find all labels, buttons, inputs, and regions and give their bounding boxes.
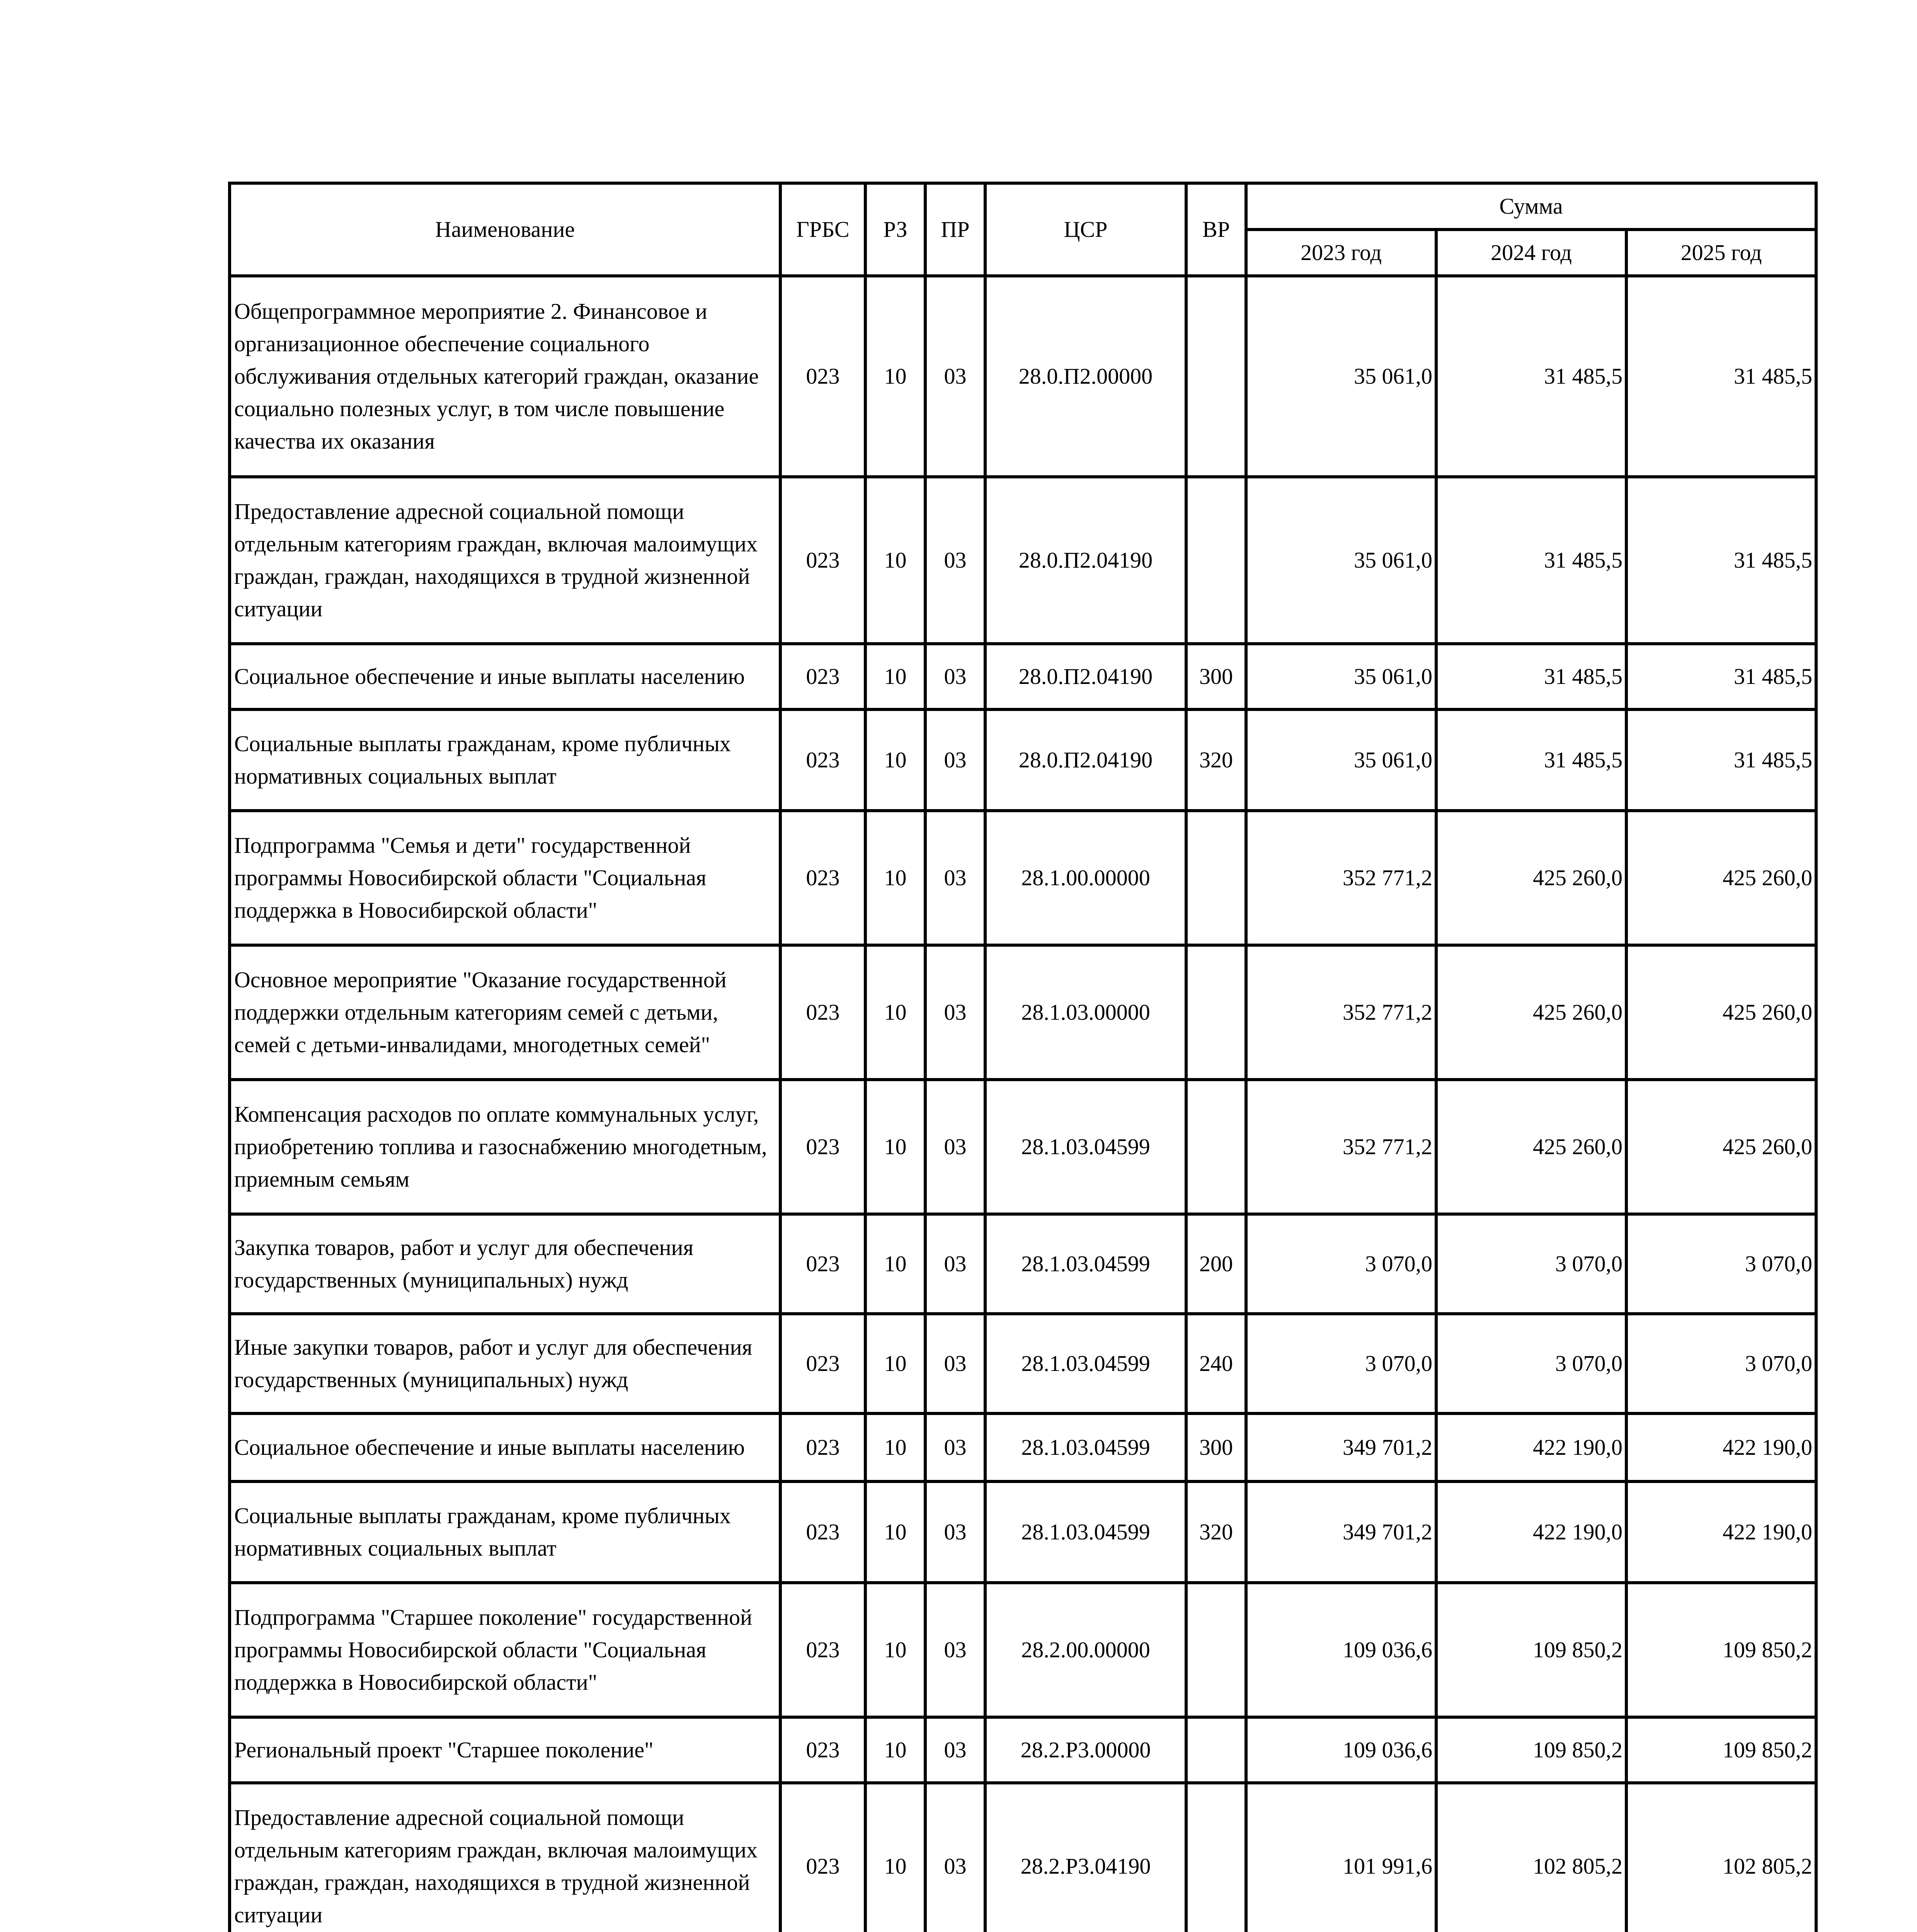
cell-2023: 352 771,2 (1246, 945, 1436, 1080)
cell-2024: 425 260,0 (1436, 811, 1626, 945)
cell-2023: 109 036,6 (1246, 1583, 1436, 1717)
cell-grbs: 023 (780, 1080, 865, 1214)
cell-csr: 28.0.П2.04190 (985, 644, 1186, 709)
cell-pr: 03 (925, 709, 985, 811)
cell-pr: 03 (925, 1080, 985, 1214)
cell-vr: 240 (1186, 1314, 1246, 1413)
cell-2025: 109 850,2 (1626, 1717, 1816, 1783)
header-sum: Сумма (1246, 183, 1816, 230)
header-year-2023: 2023 год (1246, 230, 1436, 276)
cell-2023: 35 061,0 (1246, 644, 1436, 709)
cell-vr (1186, 477, 1246, 644)
cell-grbs: 023 (780, 811, 865, 945)
cell-pr: 03 (925, 1583, 985, 1717)
header-vr: ВР (1186, 183, 1246, 276)
cell-name: Подпрограмма "Семья и дети" государственной программы Новосибирской области "Социальная поддержка в Новосибирской области" (230, 811, 780, 945)
cell-csr: 28.0.П2.04190 (985, 709, 1186, 811)
cell-csr: 28.1.03.00000 (985, 945, 1186, 1080)
cell-grbs: 023 (780, 477, 865, 644)
cell-vr (1186, 1717, 1246, 1783)
cell-grbs: 023 (780, 644, 865, 709)
cell-rz: 10 (865, 1783, 925, 1932)
cell-2024: 102 805,2 (1436, 1783, 1626, 1932)
cell-2024: 425 260,0 (1436, 1080, 1626, 1214)
cell-2025: 31 485,5 (1626, 709, 1816, 811)
cell-2023: 101 991,6 (1246, 1783, 1436, 1932)
table-row (230, 1583, 1816, 1717)
cell-2023: 349 701,2 (1246, 1413, 1436, 1481)
cell-pr: 03 (925, 1413, 985, 1481)
table-row (230, 811, 1816, 945)
cell-csr: 28.1.00.00000 (985, 811, 1186, 945)
cell-name: Социальное обеспечение и иные выплаты населению (230, 1413, 780, 1481)
cell-2025: 425 260,0 (1626, 811, 1816, 945)
cell-grbs: 023 (780, 1583, 865, 1717)
cell-pr: 03 (925, 1717, 985, 1783)
cell-2025: 31 485,5 (1626, 644, 1816, 709)
cell-vr: 300 (1186, 644, 1246, 709)
cell-vr (1186, 1080, 1246, 1214)
cell-csr: 28.0.П2.04190 (985, 477, 1186, 644)
cell-vr (1186, 1783, 1246, 1932)
cell-pr: 03 (925, 1314, 985, 1413)
table-header (230, 183, 1816, 276)
cell-vr: 200 (1186, 1214, 1246, 1314)
cell-name: Подпрограмма "Старшее поколение" государственной программы Новосибирской области "Социальная поддержка в Новосибирской области" (230, 1583, 780, 1717)
cell-name: Общепрограммное мероприятие 2. Финансовое и организационное обеспечение социального обслуживания отдельных категорий граждан, оказание социально полезных услуг, в том числе повышение качества их оказания (230, 276, 780, 477)
cell-rz: 10 (865, 1080, 925, 1214)
cell-rz: 10 (865, 709, 925, 811)
cell-name: Предоставление адресной социальной помощи отдельным категориям граждан, включая малоимущих граждан, граждан, находящихся в трудной жизненной ситуации (230, 477, 780, 644)
cell-2023: 3 070,0 (1246, 1214, 1436, 1314)
header-rz: РЗ (865, 183, 925, 276)
cell-csr: 28.1.03.04599 (985, 1413, 1186, 1481)
cell-grbs: 023 (780, 1717, 865, 1783)
table-row (230, 644, 1816, 709)
cell-name: Социальные выплаты гражданам, кроме публичных нормативных социальных выплат (230, 1481, 780, 1583)
table-row (230, 1717, 1816, 1783)
table-row (230, 1314, 1816, 1413)
cell-grbs: 023 (780, 945, 865, 1080)
cell-grbs: 023 (780, 1481, 865, 1583)
cell-rz: 10 (865, 1214, 925, 1314)
cell-rz: 10 (865, 945, 925, 1080)
cell-csr: 28.1.03.04599 (985, 1314, 1186, 1413)
cell-rz: 10 (865, 644, 925, 709)
table-row (230, 1481, 1816, 1583)
cell-rz: 10 (865, 477, 925, 644)
cell-csr: 28.1.03.04599 (985, 1080, 1186, 1214)
cell-2025: 422 190,0 (1626, 1481, 1816, 1583)
cell-csr: 28.1.03.04599 (985, 1481, 1186, 1583)
cell-vr: 320 (1186, 709, 1246, 811)
budget-table (228, 182, 1818, 1932)
table-body (230, 276, 1816, 1932)
header-year-2025: 2025 год (1626, 230, 1816, 276)
table-row (230, 1413, 1816, 1481)
cell-pr: 03 (925, 477, 985, 644)
table-row (230, 1214, 1816, 1314)
cell-name: Компенсация расходов по оплате коммунальных услуг, приобретению топлива и газоснабжению многодетным, приемным семьям (230, 1080, 780, 1214)
cell-2025: 422 190,0 (1626, 1413, 1816, 1481)
header-csr: ЦСР (985, 183, 1186, 276)
cell-pr: 03 (925, 1783, 985, 1932)
cell-vr (1186, 1583, 1246, 1717)
header-grbs: ГРБС (780, 183, 865, 276)
cell-2024: 422 190,0 (1436, 1481, 1626, 1583)
table-row (230, 945, 1816, 1080)
cell-rz: 10 (865, 1717, 925, 1783)
cell-2025: 3 070,0 (1626, 1314, 1816, 1413)
cell-csr: 28.0.П2.00000 (985, 276, 1186, 477)
cell-rz: 10 (865, 276, 925, 477)
cell-name: Региональный проект "Старшее поколение" (230, 1717, 780, 1783)
cell-vr (1186, 945, 1246, 1080)
cell-csr: 28.1.03.04599 (985, 1214, 1186, 1314)
cell-pr: 03 (925, 1481, 985, 1583)
cell-rz: 10 (865, 1413, 925, 1481)
cell-vr: 300 (1186, 1413, 1246, 1481)
cell-2023: 35 061,0 (1246, 709, 1436, 811)
cell-grbs: 023 (780, 1214, 865, 1314)
cell-name: Социальные выплаты гражданам, кроме публичных нормативных социальных выплат (230, 709, 780, 811)
cell-2023: 35 061,0 (1246, 477, 1436, 644)
cell-2025: 3 070,0 (1626, 1214, 1816, 1314)
cell-2024: 3 070,0 (1436, 1214, 1626, 1314)
cell-2024: 3 070,0 (1436, 1314, 1626, 1413)
cell-vr (1186, 276, 1246, 477)
cell-name: Основное мероприятие "Оказание государственной поддержки отдельным категориям семей с детьми, семей с детьми-инвалидами, многодетных семей" (230, 945, 780, 1080)
cell-2023: 352 771,2 (1246, 1080, 1436, 1214)
cell-2024: 31 485,5 (1436, 477, 1626, 644)
cell-rz: 10 (865, 1314, 925, 1413)
header-year-2024: 2024 год (1436, 230, 1626, 276)
cell-2025: 31 485,5 (1626, 276, 1816, 477)
cell-2023: 349 701,2 (1246, 1481, 1436, 1583)
cell-2024: 31 485,5 (1436, 276, 1626, 477)
cell-rz: 10 (865, 811, 925, 945)
cell-grbs: 023 (780, 276, 865, 477)
cell-vr: 320 (1186, 1481, 1246, 1583)
cell-grbs: 023 (780, 1783, 865, 1932)
cell-csr: 28.2.00.00000 (985, 1583, 1186, 1717)
table-row (230, 709, 1816, 811)
cell-2024: 422 190,0 (1436, 1413, 1626, 1481)
cell-name: Закупка товаров, работ и услуг для обеспечения государственных (муниципальных) нужд (230, 1214, 780, 1314)
cell-rz: 10 (865, 1481, 925, 1583)
cell-name: Социальное обеспечение и иные выплаты населению (230, 644, 780, 709)
cell-csr: 28.2.Р3.04190 (985, 1783, 1186, 1932)
header-pr: ПР (925, 183, 985, 276)
cell-2025: 31 485,5 (1626, 477, 1816, 644)
cell-pr: 03 (925, 811, 985, 945)
cell-2025: 425 260,0 (1626, 945, 1816, 1080)
cell-name: Предоставление адресной социальной помощи отдельным категориям граждан, включая малоимущих граждан, граждан, находящихся в трудной жизненной ситуации (230, 1783, 780, 1932)
cell-vr (1186, 811, 1246, 945)
cell-2024: 109 850,2 (1436, 1717, 1626, 1783)
cell-2025: 102 805,2 (1626, 1783, 1816, 1932)
cell-2024: 109 850,2 (1436, 1583, 1626, 1717)
table-row (230, 1080, 1816, 1214)
cell-grbs: 023 (780, 1413, 865, 1481)
cell-pr: 03 (925, 644, 985, 709)
header-name: Наименование (230, 183, 780, 276)
cell-2023: 35 061,0 (1246, 276, 1436, 477)
cell-pr: 03 (925, 276, 985, 477)
cell-name: Иные закупки товаров, работ и услуг для обеспечения государственных (муниципальных) нужд (230, 1314, 780, 1413)
cell-2023: 3 070,0 (1246, 1314, 1436, 1413)
cell-csr: 28.2.Р3.00000 (985, 1717, 1186, 1783)
table-row (230, 477, 1816, 644)
table-row (230, 1783, 1816, 1932)
cell-2025: 109 850,2 (1626, 1583, 1816, 1717)
cell-2024: 31 485,5 (1436, 644, 1626, 709)
cell-pr: 03 (925, 1214, 985, 1314)
cell-2024: 31 485,5 (1436, 709, 1626, 811)
cell-2025: 425 260,0 (1626, 1080, 1816, 1214)
cell-grbs: 023 (780, 1314, 865, 1413)
cell-2024: 425 260,0 (1436, 945, 1626, 1080)
cell-grbs: 023 (780, 709, 865, 811)
cell-2023: 109 036,6 (1246, 1717, 1436, 1783)
cell-2023: 352 771,2 (1246, 811, 1436, 945)
cell-rz: 10 (865, 1583, 925, 1717)
cell-pr: 03 (925, 945, 985, 1080)
table-row (230, 276, 1816, 477)
header-row-top (230, 183, 1816, 230)
